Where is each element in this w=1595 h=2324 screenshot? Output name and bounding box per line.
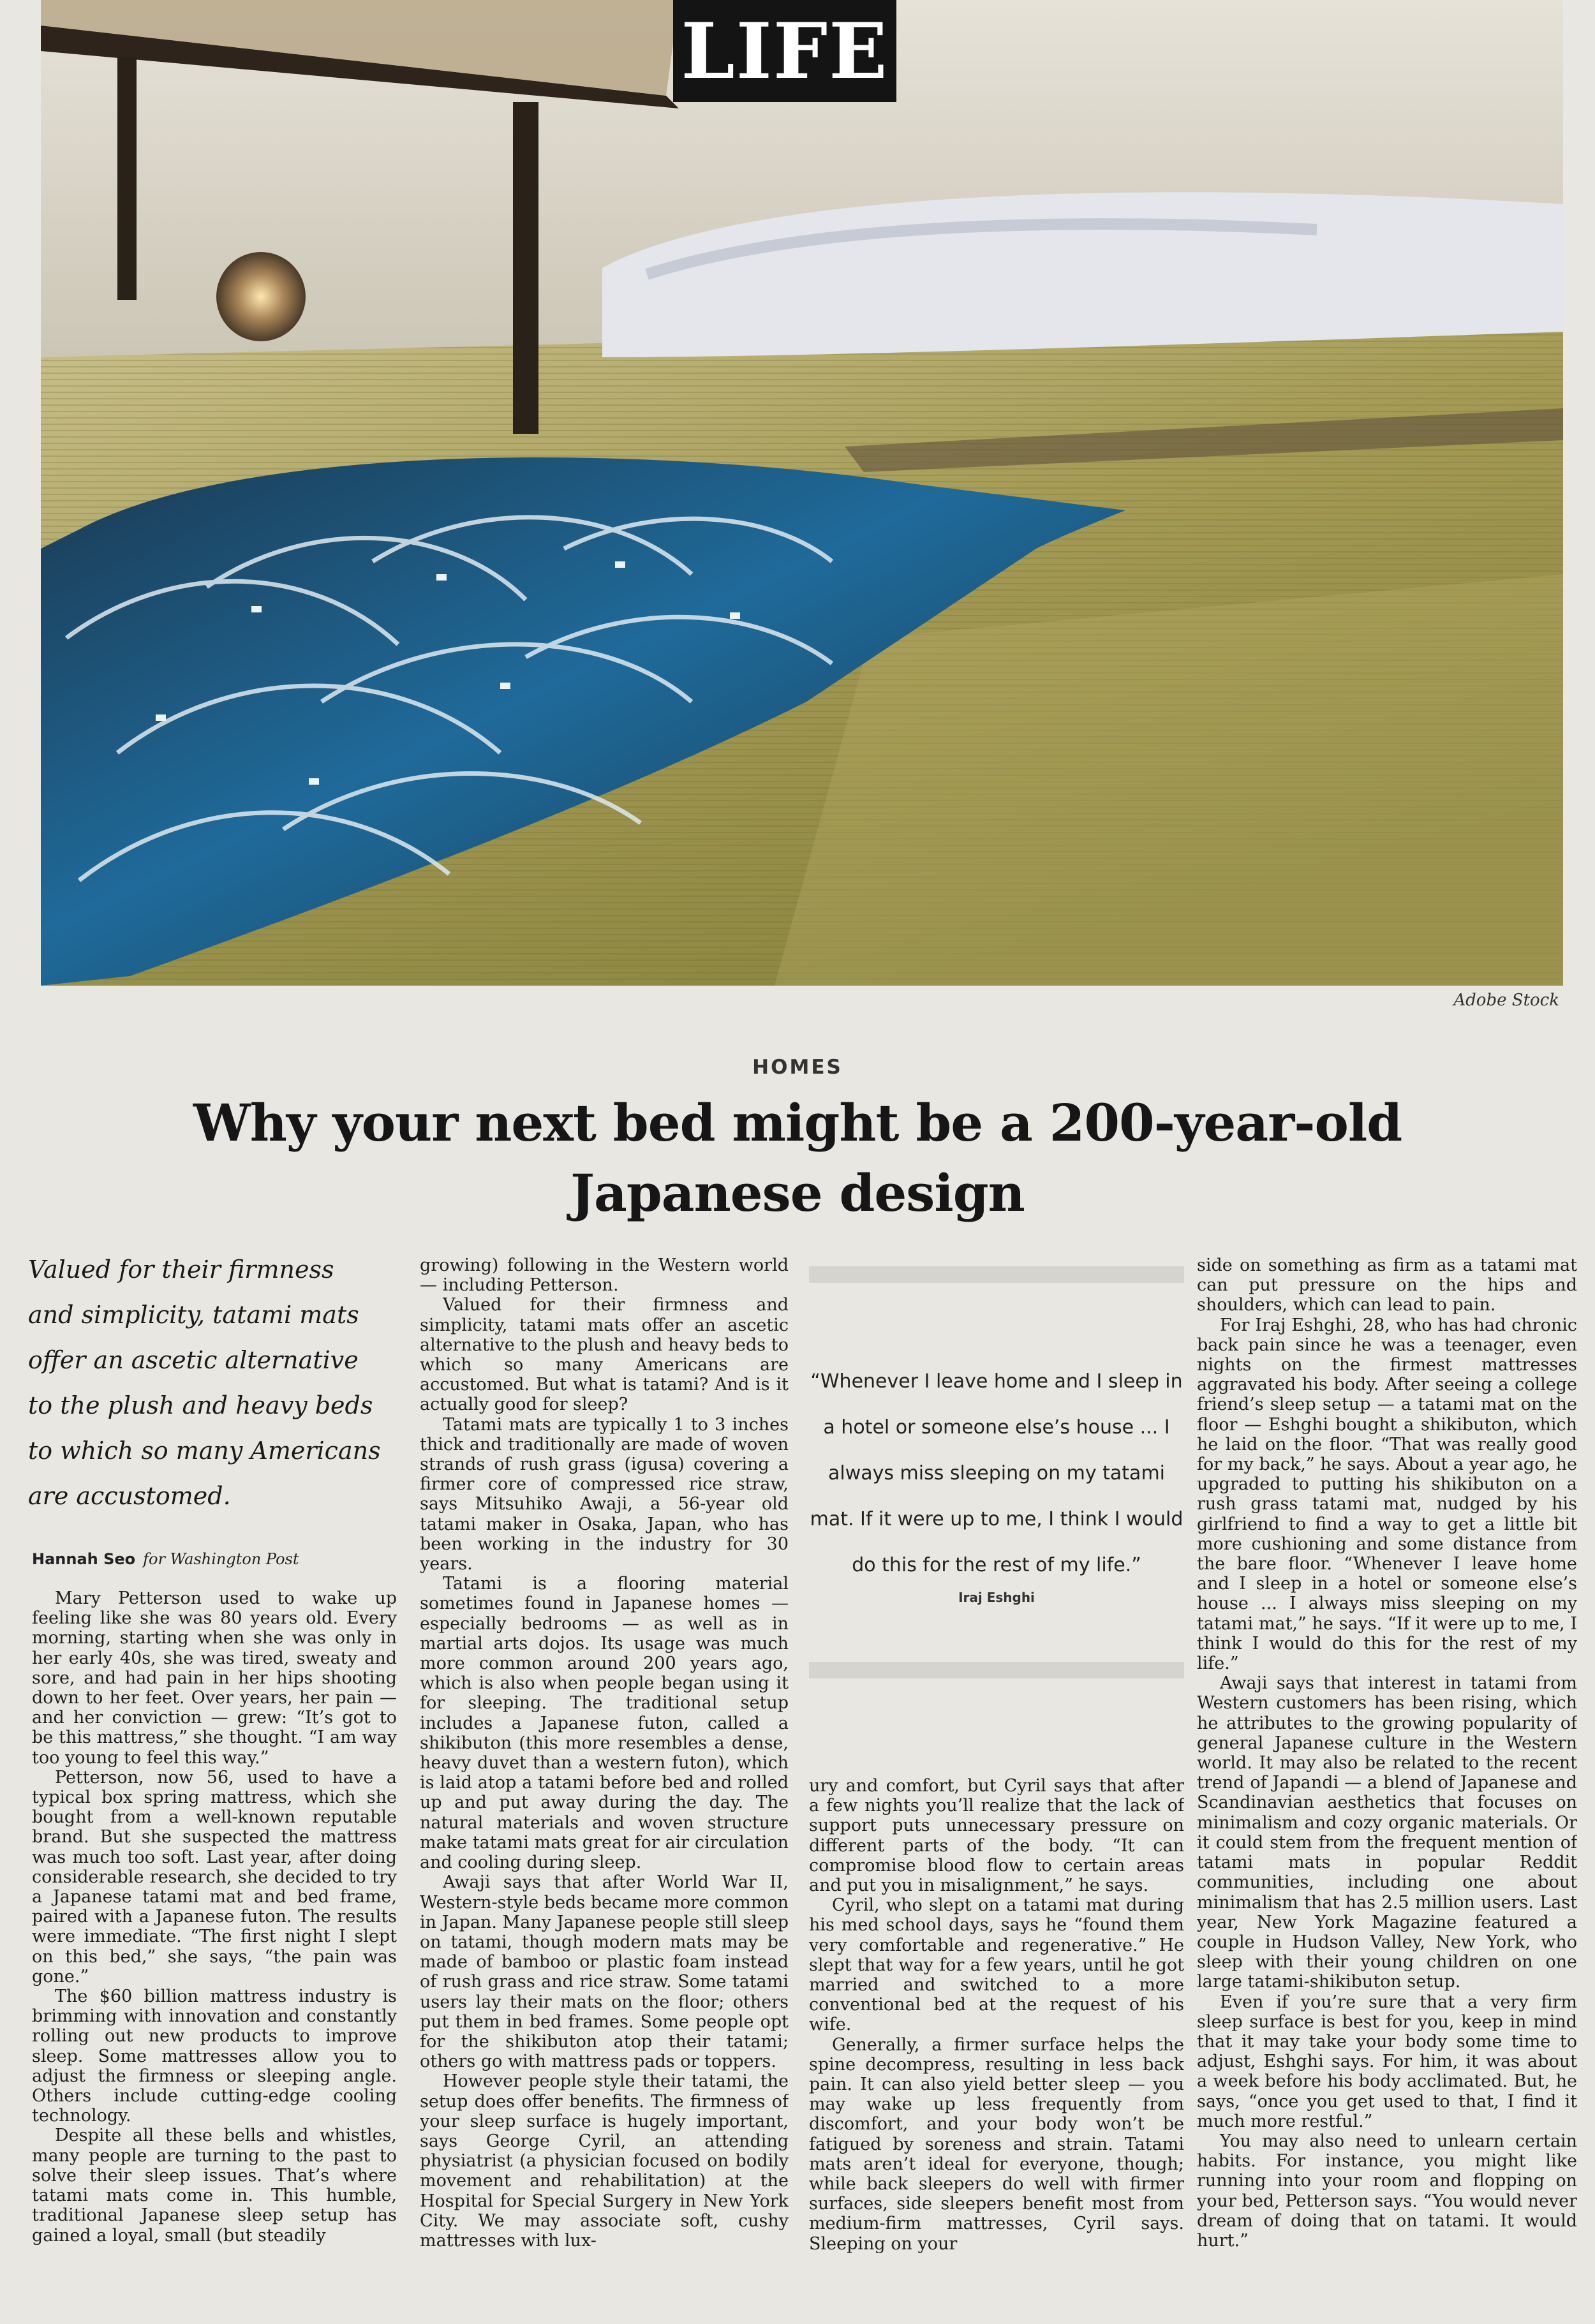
paragraph: Awaji says that after World War II, Western-style beds became more common in Japan. Many Japanese people still sleep on tatami, though modern mats may be made of bamboo or plastic foam instead of rush grass and rice straw. Some tatami users lay their mats on the floor; others put them in bed frames. Some people opt for the shikibuton atop their tatami; others go with mattress pads or toppers. bbox=[420, 1872, 789, 2072]
deck: Valued for their firmness and simplicity, tatami mats offer an ascetic alternative to the plush and heavy beds to which so many Americans are accustomed. bbox=[28, 1255, 381, 1510]
paragraph: However people style their tatami, the setup does offer benefits. The firmness of your sleep surface is hugely important, says George Cyril, an attending physiatrist (a physician focused on bodily movement and rehabilitation) at the Hospital for Special Surgery in New York City. We may associate soft, cushy mattresses with lux- bbox=[420, 2071, 789, 2251]
article-column-4 bbox=[1197, 1255, 1577, 2321]
paragraph: side on something as firm as a tatami mat can put pressure on the hips and shoulders, which can lead to pain. bbox=[1197, 1255, 1577, 1315]
byline-author: Hannah Seo bbox=[32, 1550, 136, 1568]
byline bbox=[32, 1550, 299, 1568]
pull-quote-bottom-rule bbox=[809, 1662, 1184, 1678]
article-column-3 bbox=[809, 1776, 1184, 2322]
article-column-1 bbox=[32, 1588, 397, 2322]
paragraph: You may also need to unlearn certain habits. For instance, you might like running into your room and flopping on your bed, Petterson says. “You would never dream of doing that on tatami. It would hurt.” bbox=[1197, 2131, 1577, 2251]
paragraph: The $60 billion mattress industry is brimming with innovation and constantly rolling out new products to improve sleep. Some mattresses allow you to adjust the firmness or sleeping angle. Others include cutting-edge cooling technology. bbox=[32, 1987, 397, 2126]
paragraph: Despite all these bells and whistles, many people are turning to the past to solve their sleep issues. That’s where tatami mats come in. This humble, traditional Japanese sleep setup has gained a loyal, small (but steadily bbox=[32, 2126, 397, 2246]
paragraph: Tatami mats are typically 1 to 3 inches thick and traditionally are made of woven strands of rush grass (igusa) covering a firmer core of compressed rice straw, says Mitsuhiko Awaji, a 56-year old tatami maker in Osaka, Japan, who has been working in the industry for 30 years. bbox=[420, 1414, 789, 1574]
pull-quote-text: “Whenever I leave home and I sleep in a hotel or someone else’s house ... I always miss sleeping on my tatami mat. If it were up to me, I think I would do this for the rest of my life.” bbox=[810, 1370, 1183, 1576]
article-column-2 bbox=[420, 1255, 789, 2321]
paragraph: Cyril, who slept on a tatami mat during his med school days, says he “found them very comfortable and regenerative.” He slept that way for a few years, until he got married and switched to a more conventional bed at the request of his wife. bbox=[809, 1895, 1184, 2035]
section-flag: LIFE bbox=[673, 0, 896, 102]
kicker: HOMES bbox=[752, 1056, 843, 1079]
paragraph: ury and comfort, but Cyril says that after a few nights you’ll realize that the lack of support puts unnecessary pressure on different parts of the body. “It can compromise blood flow to certain areas and put you in misalignment,” he says. bbox=[809, 1776, 1184, 1896]
byline-affiliation: for Washington Post bbox=[143, 1550, 299, 1568]
paragraph: Even if you’re sure that a very firm sleep surface is best for you, keep in mind that it may take your body some time to adjust, Eshghi says. For him, it was about a week before his body acclimated. But, he says, “once you get used to that, I find it much more restful.” bbox=[1197, 1992, 1577, 2131]
paragraph: Valued for their firmness and simplicity, tatami mats offer an ascetic alternative to the plush and heavy beds to which so many Americans are accustomed. But what is tatami? And is it actually good for sleep? bbox=[420, 1295, 789, 1415]
headline: Why your next bed might be a 200-year-old Japanese design bbox=[193, 1093, 1402, 1223]
pull-quote-top-rule bbox=[809, 1266, 1184, 1283]
paragraph: Generally, a firmer surface helps the spine decompress, resulting in less back pain. It can also yield better sleep — you may wake up less frequently from discomfort, and your body won’t be fatigued by soreness and strain. Tatami mats aren’t ideal for everyone, though; while back sleepers do well with firmer surfaces, side sleepers benefit most from medium-firm mattresses, Cyril says. Sleeping on your bbox=[809, 2034, 1184, 2254]
paragraph: Mary Petterson used to wake up feeling like she was 80 years old. Every morning, starting when she was only in her early 40s, she was tired, sweaty and sore, and had pain in her hips shooting down to her feet. Over years, her pain — and her conviction — grew: “It’s got to be this mattress,” she thought. “I am way too young to feel this way.” bbox=[32, 1588, 397, 1768]
pull-quote bbox=[809, 1266, 1184, 1700]
paragraph: Tatami is a flooring material sometimes found in Japanese homes — especially bedrooms — as well as in martial arts dojos. Its usage was much more common around 200 years ago, which is also when people began using it for sleeping. The traditional setup includes a Japanese futon, called a shikibuton (this more resembles a dense, heavy duvet than a western futon), which is laid atop a tatami before bed and rolled up and put away during the day. The natural materials and woven structure make tatami mats great for air circulation and cooling during sleep. bbox=[420, 1574, 789, 1873]
pull-quote-attribution: Iraj Eshghi bbox=[958, 1590, 1035, 1605]
hero-photo bbox=[41, 0, 1563, 986]
paragraph: Petterson, now 56, used to have a typical box spring mattress, which she bought from a well-known reputable brand. But she suspected the mattress was much too soft. Last year, after doing considerable research, she decided to try a Japanese tatami mat and bed frame, paired with a Japanese futon. The results were immediate. “The first night I slept on this bed,” she says, “the pain was gone.” bbox=[32, 1767, 397, 1987]
paragraph: growing) following in the Western world — including Petterson. bbox=[420, 1255, 789, 1296]
tatami-room-illustration bbox=[41, 0, 1563, 986]
paragraph: Awaji says that interest in tatami from Western customers has been rising, which he attributes to the growing popularity of general Japanese culture in the Western world. It may also be related to the recent trend of Japandi — a blend of Japanese and Scandinavian aesthetics that focuses on minimalism and cozy organic materials. Or it could stem from the frequent mention of tatami mats in popular Reddit communities, including one about minimalism that has 2.5 million users. Last year, New York Magazine featured a couple in Hudson Valley, New York, who sleep with their young children on one large tatami-shikibuton setup. bbox=[1197, 1673, 1577, 1992]
photo-credit: Adobe Stock bbox=[1453, 991, 1559, 1010]
paragraph: For Iraj Eshghi, 28, who has had chronic back pain since he was a teenager, even nights on the firmest mattresses aggravated his body. After seeing a college friend’s sleep setup — a tatami mat on the floor — Eshghi bought a shikibuton, which he laid on the floor. “That was really good for my back,” he says. About a year ago, he upgraded to putting his shikibuton on a rush grass tatami mat, nudged by his girlfriend to find a way to get a little bit more cushioning and some distance from the bare floor. “Whenever I leave home and I sleep in a hotel or someone else’s house ... I always miss sleeping on my tatami mat,” he says. “If it were up to me, I think I would do this for the rest of my life.” bbox=[1197, 1315, 1577, 1674]
